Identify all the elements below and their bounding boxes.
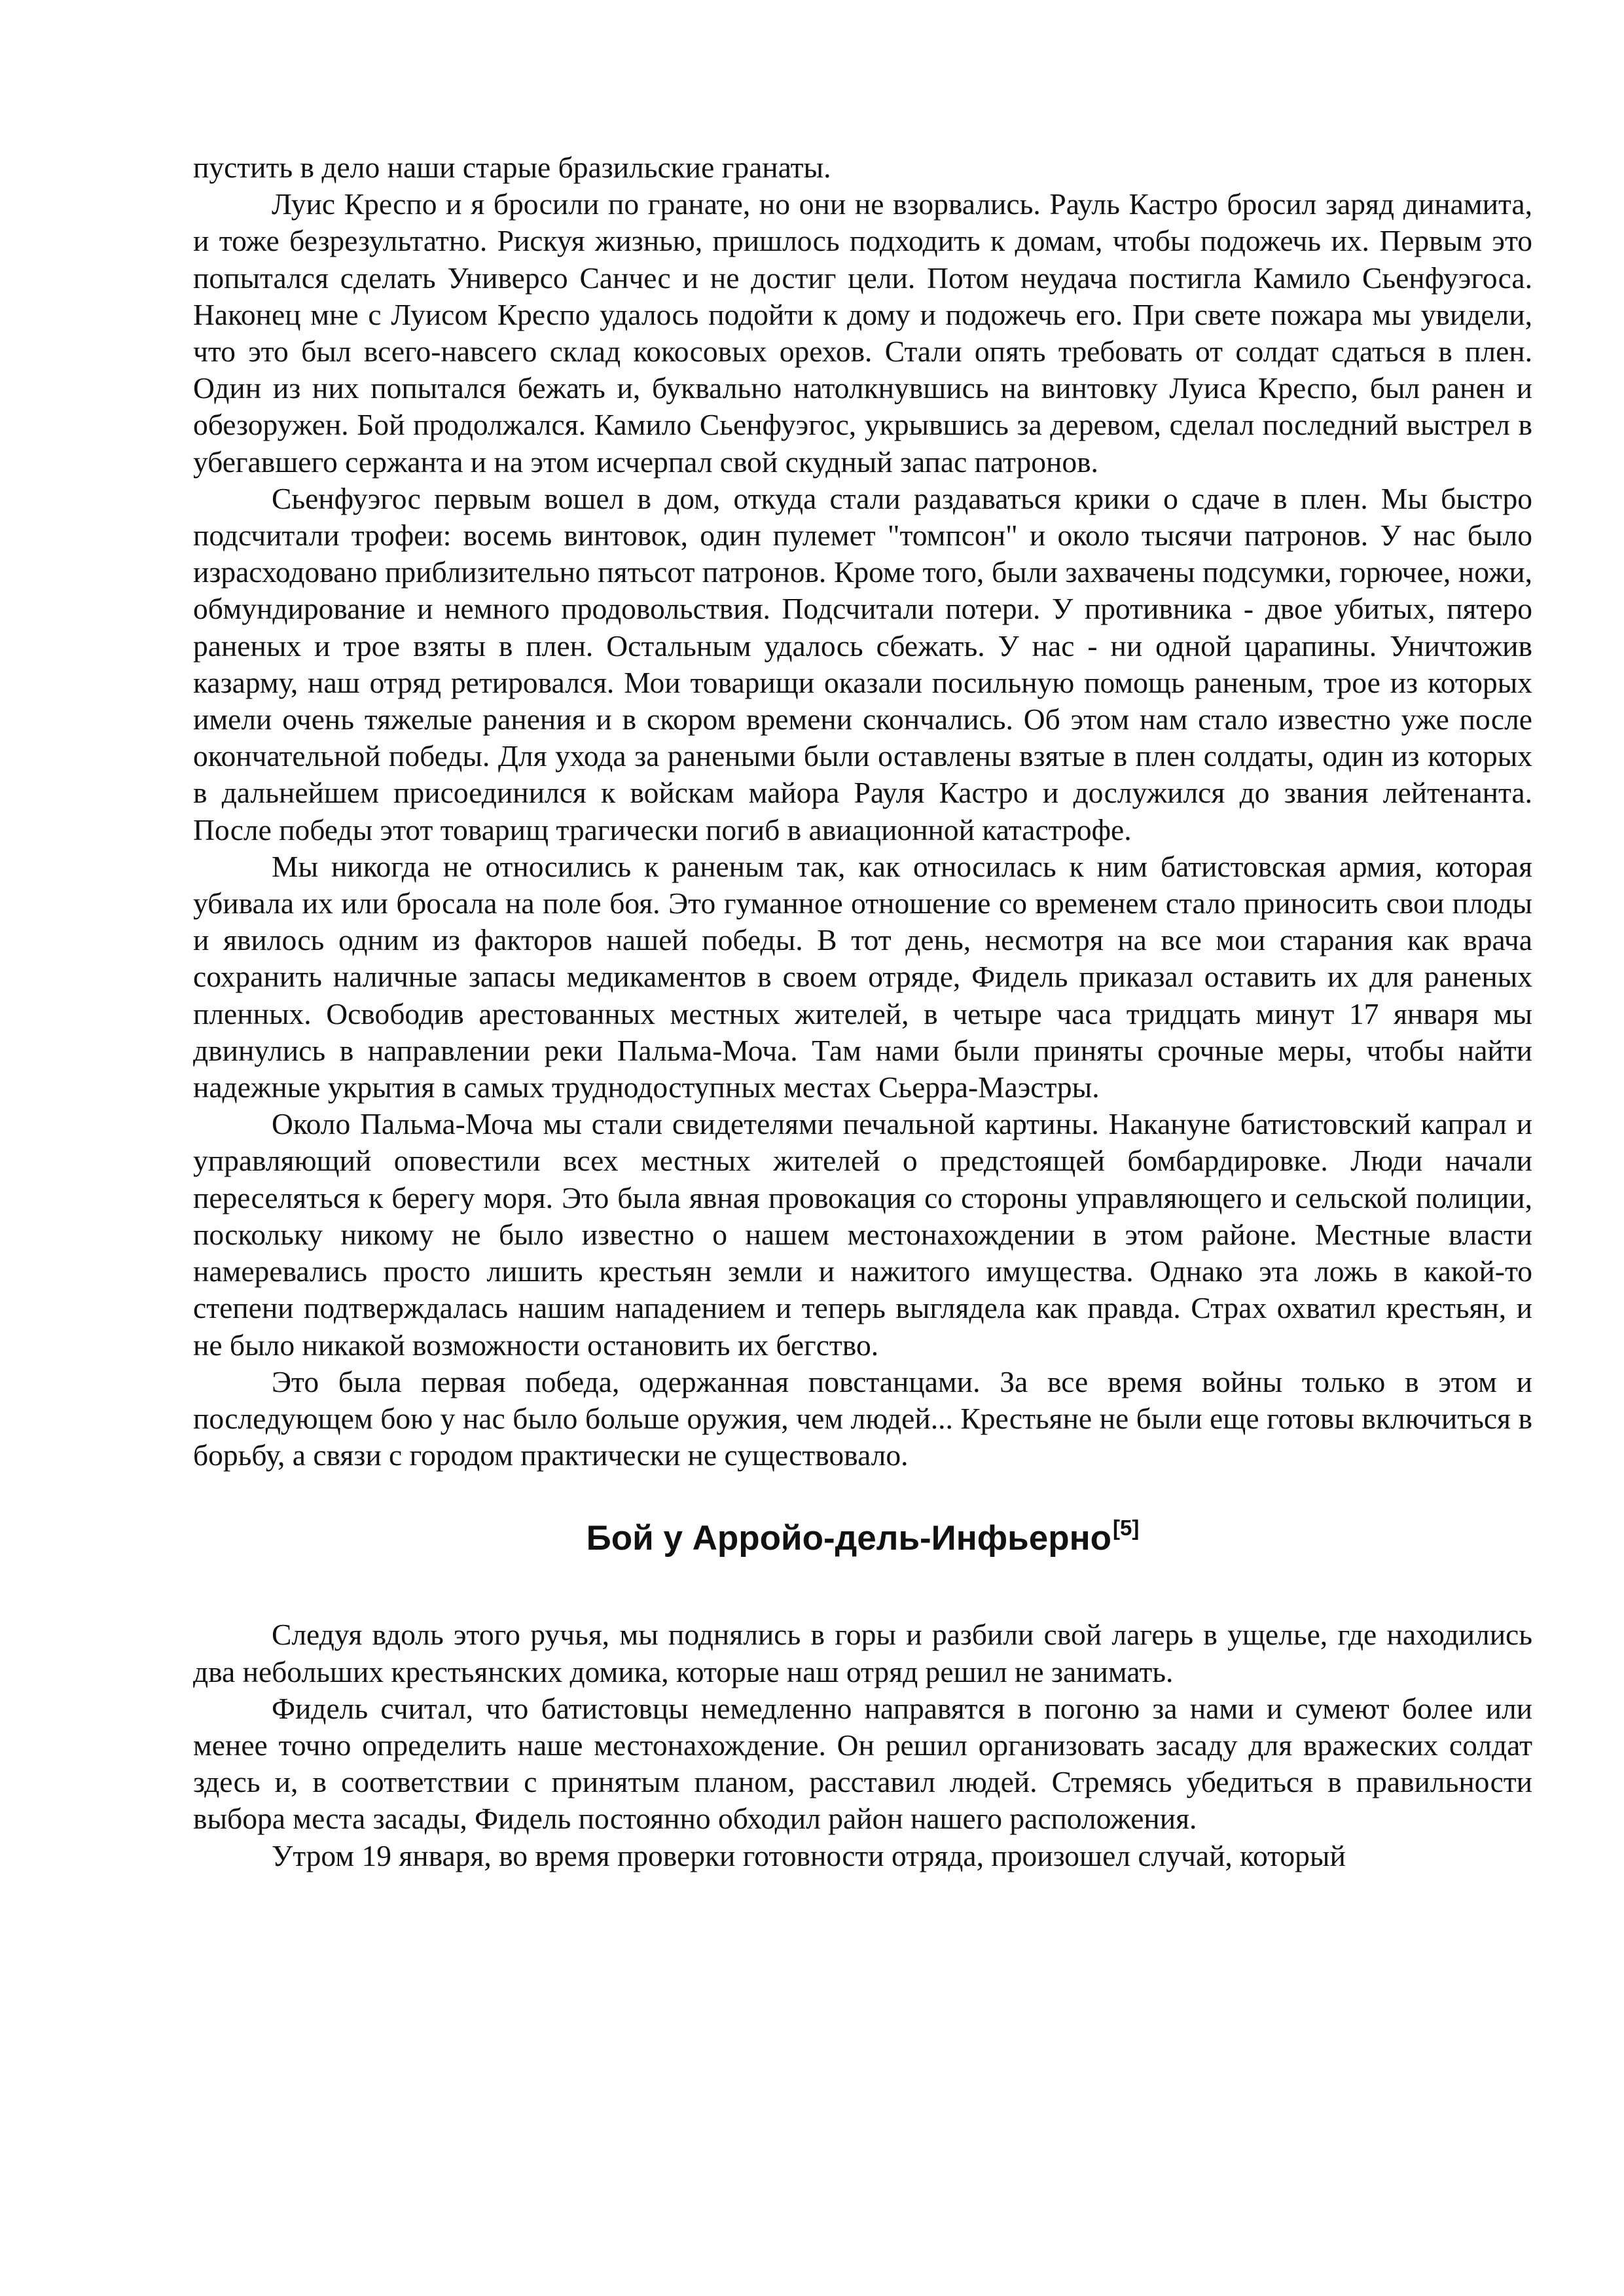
paragraph-wounded: Мы никогда не относились к раненым так, как относилась к ним батистовская армия, которая убивала их или бросала на поле боя. Это гуманное отношение со временем стало приносить свои плоды и явилось одним из факторов нашей победы. В тот день, несмотря на все мои старания как врача сохранить наличные запасы медикаментов в своем отряде, Фидель приказал оставить их для раненых пленных. Освободив арестованных местных жителей, в четыре часа тридцать минут 17 января мы двинулись в направлении реки Пальма-Моча. Там нами были приняты срочные меры, чтобы найти надежные укрытия в самых труднодоступных местах Сьерра-Маэстры.	[193, 849, 1532, 1104]
paragraph-first-victory: Это была первая победа, одержанная повстанцами. За все время войны только в этом и последующем бою у нас было больше оружия, чем людей... Крестьяне не были еще готовы включиться в борьбу, а связи с городом практически не существовало.	[193, 1364, 1532, 1472]
paragraph-continuation: пустить в дело наши старые бразильские гранаты.	[193, 151, 831, 184]
paragraph-camp: Следуя вдоль этого ручья, мы поднялись в горы и разбили свой лагерь в ущелье, где находились два небольших крестьянских домика, которые наш отряд решил не занимать.	[193, 1618, 1532, 1688]
paragraph-palma-mocha: Около Пальма-Моча мы стали свидетелями печальной картины. Накануне батистовский капрал и управляющий оповестили всех местных жителей о предстоящей бомбардировке. Люди начали переселяться к берегу моря. Это была явная провокация со стороны управляющего и сельской полиции, поскольку никому не было известно о нашем местонахождении в этом районе. Местные власти намеревались просто лишить крестьян земли и нажитого имущества. Однако эта ложь в какой-то степени подтверждалась нашим нападением и теперь выглядела как правда. Страх охватил крестьян, и не было никакой возможности остановить их бегство.	[193, 1107, 1532, 1362]
paragraph-ambush: Фидель считал, что батистовцы немедленно направятся в погоню за нами и сумеют более или менее точно определить наше местонахождение. Он решил организовать засаду для вражеских солдат здесь и, в соответствии с принятым планом, расставил людей. Стремясь убедиться в правильности выбора места засады, Фидель постоянно обходил район нашего расположения.	[193, 1691, 1532, 1836]
paragraph-january-19: Утром 19 января, во время проверки готовности отряда, произошел случай, который	[272, 1838, 1346, 1872]
paragraph-trophies: Сьенфуэгос первым вошел в дом, откуда стали раздаваться крики о сдаче в плен. Мы быстро подсчитали трофеи: восемь винтовок, один пулемет "томпсон" и около тысячи патронов. У нас было израсходовано приблизительно пятьсот патронов. Кроме того, были захвачены подсумки, горючее, ножи, обмундирование и немного продовольствия. Подсчитали потери. У противника - двое убитых, пятеро раненых и трое взяты в плен. Остальным удалось сбежать. У нас - ни одной царапины. Уничтожив казарму, наш отряд ретировался. Мои товарищи оказали посильную помощь раненым, трое из которых имели очень тяжелые ранения и в скором времени скончались. Об этом нам стало известно уже после окончательной победы. Для ухода за ранеными были оставлены взятые в плен солдаты, один из которых в дальнейшем присоединился к войскам майора Рауля Кастро и дослужился до звания лейтенанта. После победы этот товарищ трагически погиб в авиационной катастрофе.	[193, 481, 1532, 847]
document-page	[193, 149, 1532, 1874]
footnote-reference[interactable]: [5]	[1112, 1516, 1140, 1540]
paragraph-grenades: Луис Креспо и я бросили по гранате, но они не взорвались. Рауль Кастро бросил заряд динамита, и тоже безрезультатно. Рискуя жизнью, пришлось подходить к домам, чтобы подожечь их. Первым это попытался сделать Универсо Санчес и не достиг цели. Потом неудача постигла Камило Сьенфуэгоса. Наконец мне с Луисом Креспо удалось подойти к дому и подожечь его. При свете пожара мы увидели, что это был всего-навсего склад кокосовых орехов. Стали опять требовать от солдат сдаться в плен. Один из них попытался бежать и, буквально натолкнувшись на винтовку Луиса Креспо, был ранен и обезоружен. Бой продолжался. Камило Сьенфуэгос, укрывшись за деревом, сделал последний выстрел в убегавшего сержанта и на этом исчерпал свой скудный запас патронов.	[193, 187, 1532, 479]
section-heading	[193, 1518, 1532, 1559]
section-heading-title: Бой у Арройо-дель-Инфьерно	[586, 1519, 1111, 1558]
